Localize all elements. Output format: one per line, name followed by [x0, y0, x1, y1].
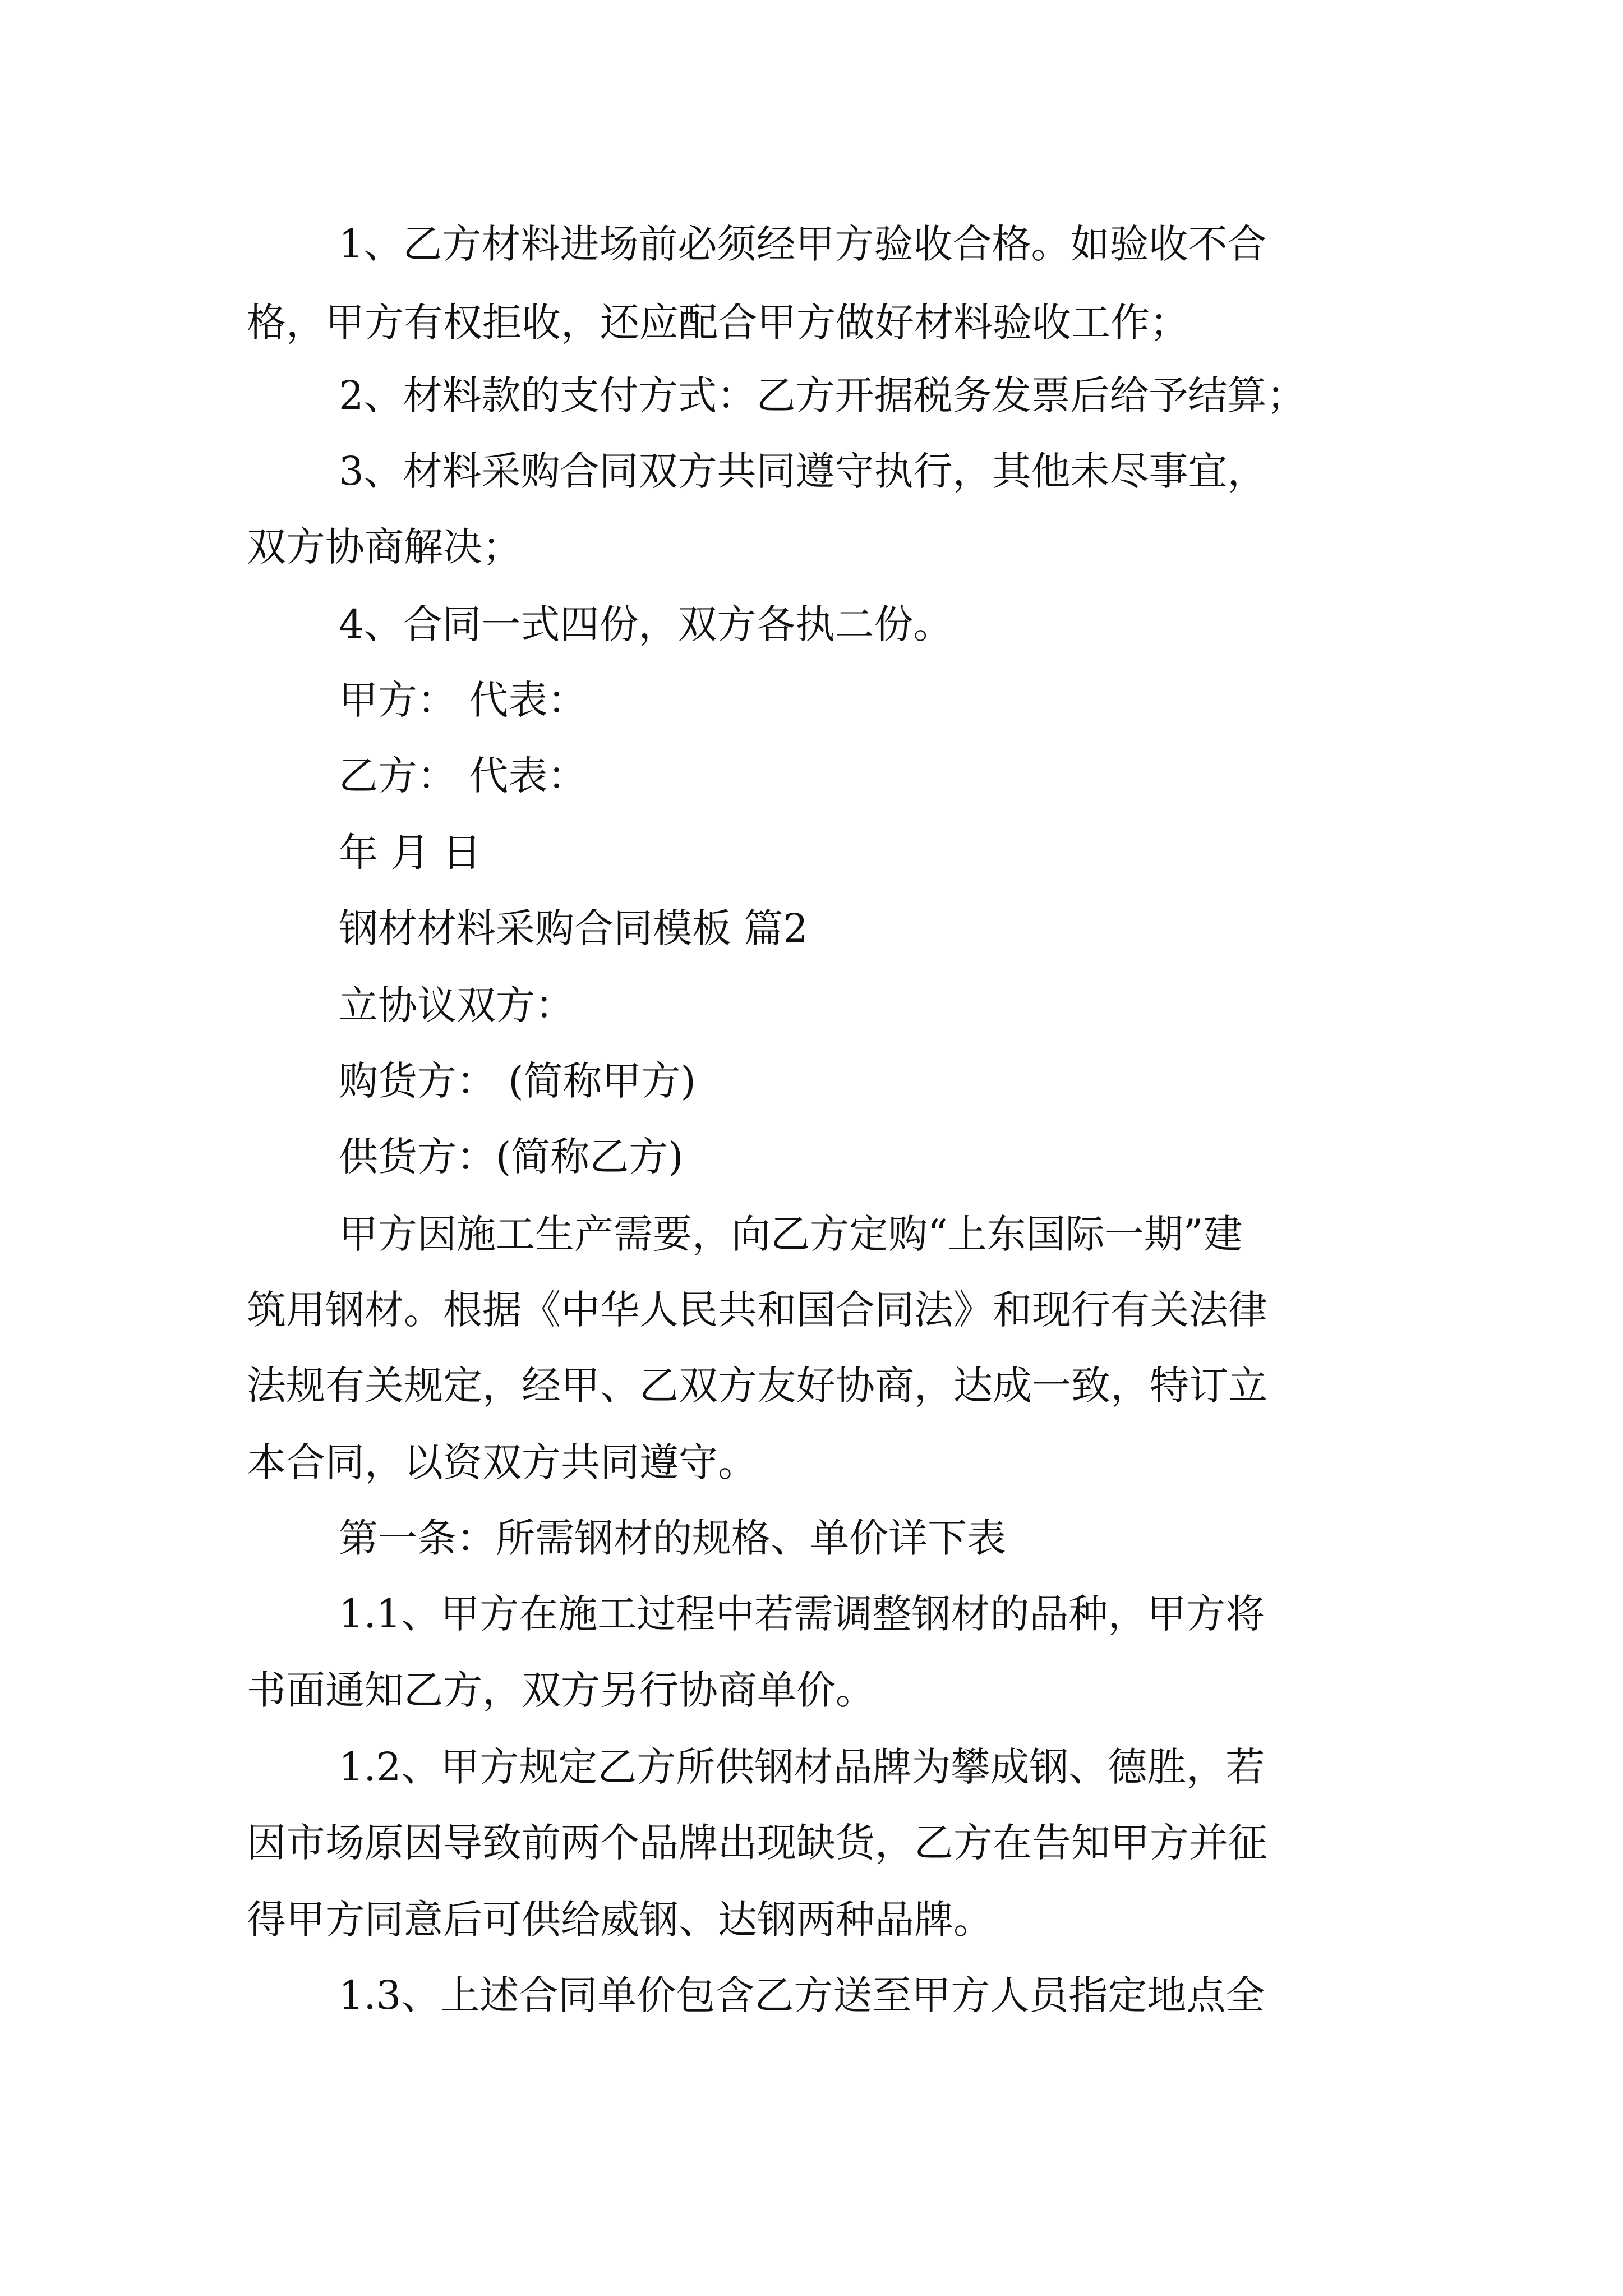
party-a-signature: 甲方： 代表： [339, 677, 587, 723]
preamble-line-1: 甲方因施工生产需要，向乙方定购“上东国际一期”建 [339, 1211, 1243, 1257]
preamble-line-3: 法规有关规定，经甲、乙双方友好协商，达成一致，特订立 [247, 1363, 1267, 1409]
clause-1-1-line-1: 1.1、甲方在施工过程中若需调整钢材的品种，甲方将 [339, 1591, 1265, 1637]
clause-3-line-2: 双方协商解决； [247, 524, 522, 570]
article-1-heading: 第一条：所需钢材的规格、单价详下表 [339, 1515, 1006, 1561]
section-title: 钢材材料采购合同模板 篇2 [339, 905, 808, 951]
clause-1-2-line-1: 1.2、甲方规定乙方所供钢材品牌为攀成钢、德胜，若 [339, 1744, 1265, 1790]
parties-heading: 立协议双方： [339, 982, 574, 1028]
party-b-signature: 乙方： 代表： [339, 753, 587, 799]
clause-1-line-2: 格，甲方有权拒收，还应配合甲方做好材料验收工作； [247, 300, 1189, 346]
clause-3-line-1: 3、材料采购合同双方共同遵守执行，其他未尽事宜， [339, 448, 1267, 494]
clause-1-2-line-3: 得甲方同意后可供给威钢、达钢两种品牌。 [247, 1897, 993, 1943]
clause-1-line-1: 1、乙方材料进场前必须经甲方验收合格。如验收不合 [339, 221, 1267, 267]
clause-2-line: 2、材料款的支付方式：乙方开据税务发票后给予结算； [339, 372, 1306, 418]
preamble-line-2: 筑用钢材。根据《中华人民共和国合同法》和现行有关法律 [247, 1287, 1267, 1333]
clause-1-1-line-2: 书面通知乙方，双方另行协商单价。 [247, 1667, 875, 1713]
clause-1-2-line-2: 因市场原因导致前两个品牌出现缺货，乙方在告知甲方并征 [247, 1820, 1267, 1866]
date-line: 年 月 日 [339, 830, 482, 876]
preamble-line-4: 本合同，以资双方共同遵守。 [247, 1439, 757, 1485]
buyer-line: 购货方： (简称甲方) [339, 1058, 696, 1104]
clause-4-line: 4、合同一式四份，双方各执二份。 [339, 601, 953, 647]
supplier-line: 供货方：(简称乙方) [339, 1134, 684, 1180]
clause-1-3-line-1: 1.3、上述合同单价包含乙方送至甲方人员指定地点全 [339, 1972, 1265, 2018]
